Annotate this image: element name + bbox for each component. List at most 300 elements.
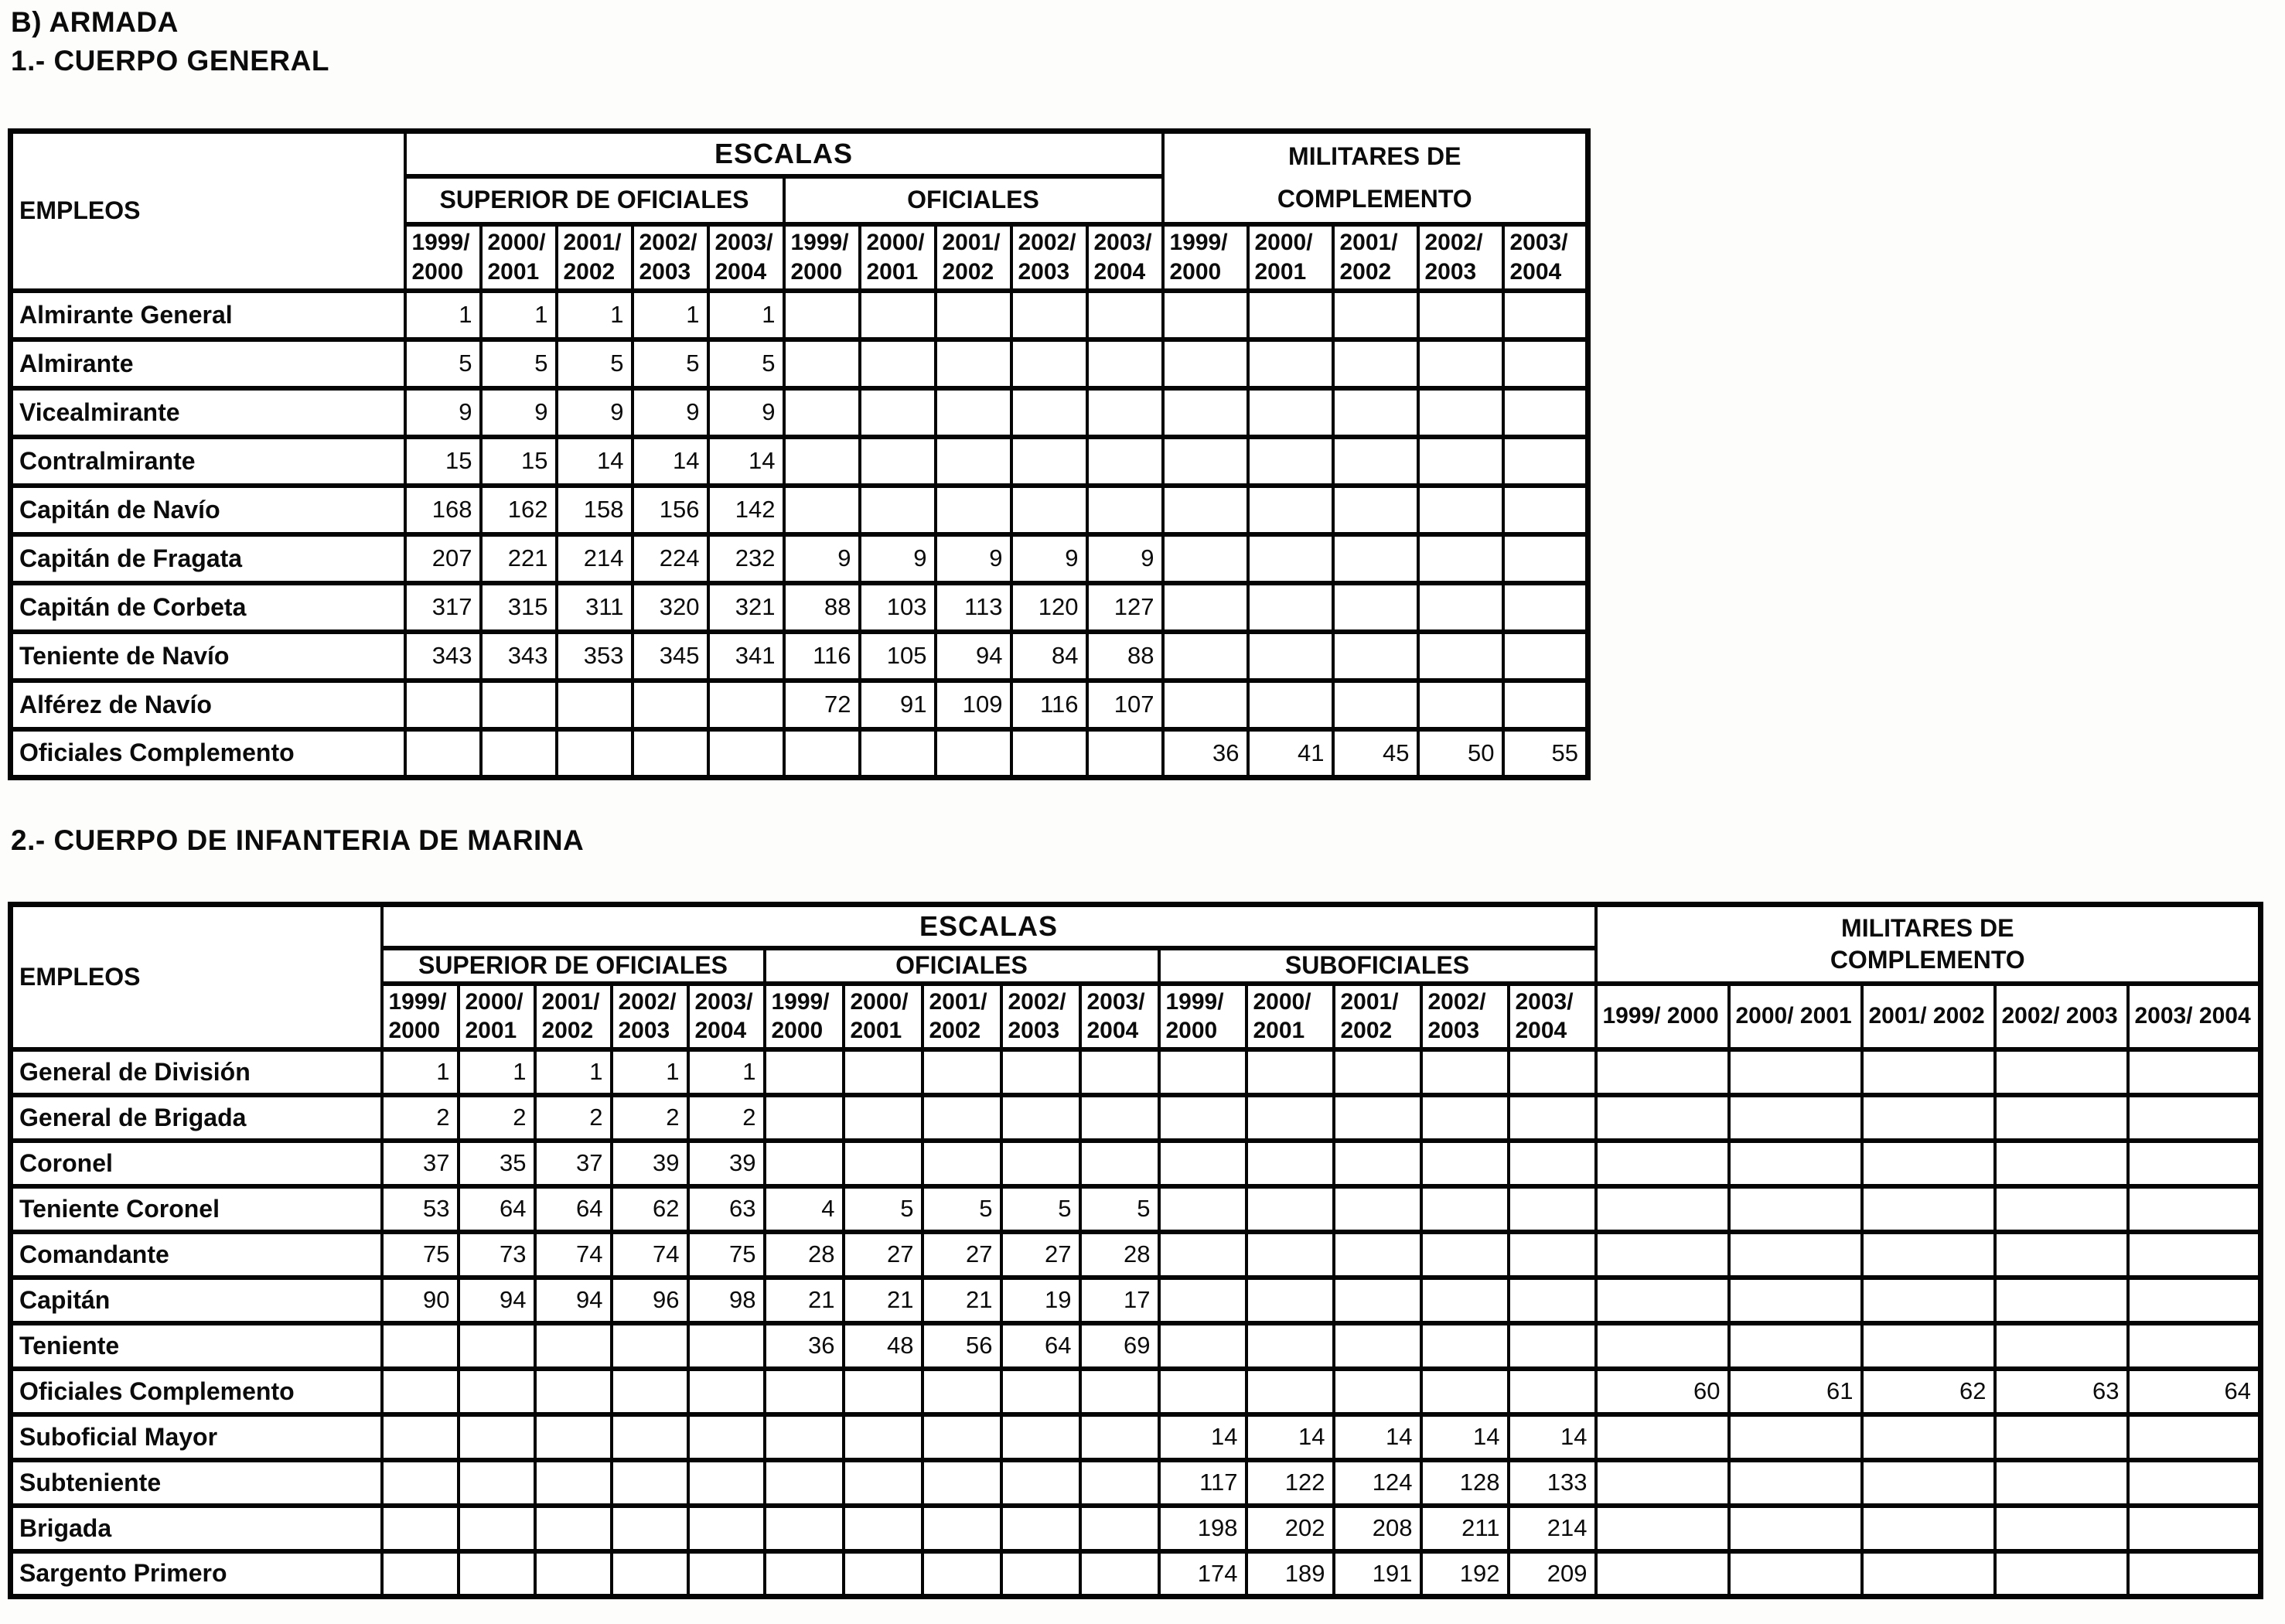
value-cell: 27 <box>1001 1232 1080 1278</box>
value-cell <box>1729 1551 1862 1597</box>
value-cell <box>860 486 936 534</box>
year-header-line: 1999/ 2000 <box>1602 1003 1719 1029</box>
value-cell <box>382 1506 459 1551</box>
value-cell: 9 <box>481 388 557 437</box>
value-cell <box>1418 339 1503 388</box>
value-cell <box>612 1369 688 1414</box>
value-cell: 9 <box>860 534 936 583</box>
value-cell: 1 <box>405 291 481 339</box>
value-cell <box>2128 1095 2261 1141</box>
year-header <box>1596 984 1729 1049</box>
year-header-line: 2002 <box>1339 258 1392 285</box>
table2-title: 2.- CUERPO DE INFANTERIA DE MARINA <box>11 824 585 856</box>
value-cell: 55 <box>1503 729 1588 778</box>
row-label: Capitán de Navío <box>11 486 405 534</box>
table-row <box>11 1095 2261 1141</box>
year-header-line: 1999/ <box>1165 988 1224 1015</box>
year-header-line: 2004 <box>1509 258 1562 285</box>
year-header-line: 2003 <box>618 1018 670 1043</box>
value-cell: 88 <box>784 583 860 632</box>
escalas-header: ESCALAS <box>382 905 1596 948</box>
table1-title: 1.- CUERPO GENERAL <box>11 45 329 77</box>
year-header-line: 2002/ 2003 <box>2001 1003 2118 1029</box>
value-cell <box>1334 1232 1421 1278</box>
value-cell <box>1011 388 1087 437</box>
year-header <box>1334 984 1421 1049</box>
value-cell <box>1334 1049 1421 1095</box>
value-cell: 9 <box>708 388 784 437</box>
value-cell <box>382 1369 459 1414</box>
table-row <box>11 486 1588 534</box>
value-cell <box>784 291 860 339</box>
value-cell: 63 <box>688 1186 765 1232</box>
year-header <box>1509 984 1596 1049</box>
row-label: Vicealmirante <box>11 388 405 437</box>
year-header <box>923 984 1001 1049</box>
value-cell <box>382 1460 459 1506</box>
year-header <box>1163 224 1248 291</box>
value-cell <box>1729 1141 1862 1186</box>
value-cell: 62 <box>612 1186 688 1232</box>
value-cell <box>1163 486 1248 534</box>
value-cell: 37 <box>535 1141 612 1186</box>
value-cell <box>1163 632 1248 681</box>
value-cell <box>1248 632 1333 681</box>
value-cell <box>2128 1232 2261 1278</box>
value-cell: 64 <box>2128 1369 2261 1414</box>
value-cell: 1 <box>481 291 557 339</box>
value-cell <box>1334 1186 1421 1232</box>
table-row <box>11 1186 2261 1232</box>
year-header-line: 2000/ <box>1254 230 1313 255</box>
table-row <box>11 632 1588 681</box>
value-cell <box>1995 1095 2128 1141</box>
value-cell <box>1995 1323 2128 1369</box>
value-cell: 28 <box>1080 1232 1159 1278</box>
value-cell <box>1729 1323 1862 1369</box>
value-cell <box>382 1323 459 1369</box>
year-header-line: 2001 <box>487 258 540 285</box>
value-cell <box>1596 1414 1729 1460</box>
year-header-line: 2001 <box>465 1018 517 1043</box>
value-cell: 317 <box>405 583 481 632</box>
value-cell: 19 <box>1001 1278 1080 1323</box>
value-cell <box>633 681 708 729</box>
table-row <box>11 1049 2261 1095</box>
value-cell <box>1509 1141 1596 1186</box>
year-header <box>633 224 708 291</box>
value-cell <box>1596 1141 1729 1186</box>
value-cell <box>1159 1232 1247 1278</box>
year-header <box>1862 984 1995 1049</box>
year-header <box>1503 224 1588 291</box>
value-cell <box>1247 1095 1334 1141</box>
value-cell: 14 <box>1334 1414 1421 1460</box>
value-cell <box>1080 1095 1159 1141</box>
value-cell: 94 <box>936 632 1011 681</box>
year-header <box>784 224 860 291</box>
value-cell <box>1862 1460 1995 1506</box>
year-header-line: 2002 <box>1340 1018 1393 1043</box>
table-row <box>11 339 1588 388</box>
value-cell <box>405 681 481 729</box>
value-cell <box>1087 339 1163 388</box>
value-cell <box>784 729 860 778</box>
subgroup-header-superior-de-oficiales: SUPERIOR DE OFICIALES <box>382 948 765 984</box>
table-row <box>11 1232 2261 1278</box>
value-cell <box>1087 486 1163 534</box>
value-cell <box>1001 1095 1080 1141</box>
row-label: Almirante <box>11 339 405 388</box>
value-cell: 37 <box>382 1141 459 1186</box>
year-header <box>1729 984 1862 1049</box>
value-cell <box>1509 1232 1596 1278</box>
value-cell <box>1596 1095 1729 1141</box>
subgroup-header-oficiales: OFICIALES <box>784 176 1163 224</box>
value-cell <box>1159 1141 1247 1186</box>
row-label: Subteniente <box>11 1460 382 1506</box>
table-row <box>11 1278 2261 1323</box>
value-cell <box>1596 1232 1729 1278</box>
value-cell <box>1862 1551 1995 1597</box>
year-header <box>1159 984 1247 1049</box>
value-cell: 56 <box>923 1323 1001 1369</box>
value-cell <box>784 339 860 388</box>
value-cell <box>1418 437 1503 486</box>
value-cell <box>923 1095 1001 1141</box>
value-cell <box>844 1095 923 1141</box>
year-header <box>1011 224 1087 291</box>
value-cell: 158 <box>557 486 633 534</box>
value-cell <box>688 1414 765 1460</box>
value-cell: 320 <box>633 583 708 632</box>
value-cell <box>765 1414 844 1460</box>
year-header-line: 2001 <box>866 258 919 285</box>
value-cell: 5 <box>633 339 708 388</box>
value-cell: 9 <box>405 388 481 437</box>
year-header-line: 1999/ <box>771 988 830 1015</box>
value-cell: 98 <box>688 1278 765 1323</box>
value-cell: 21 <box>844 1278 923 1323</box>
value-cell <box>1334 1323 1421 1369</box>
value-cell <box>923 1506 1001 1551</box>
value-cell <box>1729 1506 1862 1551</box>
year-header <box>612 984 688 1049</box>
value-cell: 64 <box>1001 1323 1080 1369</box>
table-row <box>11 1551 2261 1597</box>
value-cell <box>860 388 936 437</box>
value-cell <box>1333 632 1418 681</box>
value-cell <box>535 1551 612 1597</box>
value-cell <box>1080 1049 1159 1095</box>
row-label: Capitán de Corbeta <box>11 583 405 632</box>
value-cell <box>1596 1506 1729 1551</box>
value-cell <box>459 1369 535 1414</box>
value-cell <box>1995 1232 2128 1278</box>
value-cell: 14 <box>1509 1414 1596 1460</box>
value-cell <box>936 388 1011 437</box>
subgroup-header-oficiales: OFICIALES <box>765 948 1159 984</box>
row-label: Teniente <box>11 1323 382 1369</box>
year-header <box>382 984 459 1049</box>
value-cell <box>1159 1369 1247 1414</box>
value-cell <box>1247 1232 1334 1278</box>
year-header <box>936 224 1011 291</box>
value-cell: 5 <box>708 339 784 388</box>
value-cell <box>784 388 860 437</box>
value-cell: 214 <box>1509 1506 1596 1551</box>
value-cell: 90 <box>382 1278 459 1323</box>
value-cell: 341 <box>708 632 784 681</box>
value-cell <box>1862 1323 1995 1369</box>
row-label: Almirante General <box>11 291 405 339</box>
value-cell <box>1862 1414 1995 1460</box>
row-label: Comandante <box>11 1232 382 1278</box>
value-cell: 5 <box>844 1186 923 1232</box>
value-cell <box>1333 388 1418 437</box>
value-cell <box>784 437 860 486</box>
value-cell: 211 <box>1421 1506 1509 1551</box>
value-cell <box>1995 1414 2128 1460</box>
value-cell <box>535 1414 612 1460</box>
value-cell: 2 <box>612 1095 688 1141</box>
value-cell <box>1001 1141 1080 1186</box>
value-cell: 36 <box>765 1323 844 1369</box>
escalas-header: ESCALAS <box>405 131 1163 176</box>
value-cell: 69 <box>1080 1323 1159 1369</box>
value-cell: 1 <box>557 291 633 339</box>
value-cell <box>1421 1141 1509 1186</box>
year-header <box>688 984 765 1049</box>
value-cell: 63 <box>1995 1369 2128 1414</box>
value-cell <box>844 1369 923 1414</box>
value-cell: 21 <box>923 1278 1001 1323</box>
value-cell <box>1729 1186 1862 1232</box>
value-cell <box>860 437 936 486</box>
value-cell: 5 <box>1001 1186 1080 1232</box>
value-cell <box>1334 1141 1421 1186</box>
value-cell <box>1159 1278 1247 1323</box>
value-cell: 88 <box>1087 632 1163 681</box>
value-cell <box>1862 1278 1995 1323</box>
year-header-line: 2003 <box>1424 258 1477 285</box>
value-cell <box>1333 583 1418 632</box>
value-cell <box>844 1506 923 1551</box>
year-header-line: 2002 <box>541 1018 594 1043</box>
year-header-line: 2003/ <box>694 988 753 1015</box>
year-header-line: 2000/ <box>1253 988 1311 1015</box>
value-cell <box>936 339 1011 388</box>
value-cell <box>936 486 1011 534</box>
year-header-line: 2002/ <box>618 988 677 1015</box>
year-header <box>1247 984 1334 1049</box>
value-cell: 28 <box>765 1232 844 1278</box>
value-cell <box>481 729 557 778</box>
value-cell: 202 <box>1247 1506 1334 1551</box>
personnel-table-cuerpo-infanteria <box>8 902 2263 1599</box>
year-header-line: 2001/ <box>1339 230 1398 255</box>
value-cell <box>1163 437 1248 486</box>
value-cell <box>612 1551 688 1597</box>
value-cell <box>405 729 481 778</box>
value-cell: 64 <box>535 1186 612 1232</box>
value-cell <box>2128 1186 2261 1232</box>
value-cell: 116 <box>1011 681 1087 729</box>
value-cell <box>923 1460 1001 1506</box>
value-cell <box>2128 1323 2261 1369</box>
value-cell <box>1248 486 1333 534</box>
value-cell <box>708 681 784 729</box>
value-cell <box>1509 1278 1596 1323</box>
value-cell: 105 <box>860 632 936 681</box>
value-cell <box>1159 1323 1247 1369</box>
value-cell <box>844 1460 923 1506</box>
section-title: B) ARMADA <box>11 6 179 38</box>
value-cell <box>1080 1506 1159 1551</box>
value-cell: 1 <box>535 1049 612 1095</box>
value-cell <box>557 729 633 778</box>
value-cell <box>1248 437 1333 486</box>
value-cell <box>860 291 936 339</box>
value-cell <box>688 1551 765 1597</box>
value-cell: 14 <box>1159 1414 1247 1460</box>
value-cell <box>1163 339 1248 388</box>
value-cell: 2 <box>535 1095 612 1141</box>
value-cell <box>1596 1186 1729 1232</box>
value-cell <box>765 1460 844 1506</box>
value-cell <box>612 1460 688 1506</box>
value-cell: 91 <box>860 681 936 729</box>
value-cell <box>2128 1141 2261 1186</box>
value-cell <box>2128 1506 2261 1551</box>
year-header-line: 2003/ <box>714 230 773 255</box>
year-header <box>765 984 844 1049</box>
table-row <box>11 1141 2261 1186</box>
year-header-line: 2003 <box>1427 1018 1480 1043</box>
value-cell: 60 <box>1596 1369 1729 1414</box>
value-cell: 2 <box>688 1095 765 1141</box>
value-cell: 192 <box>1421 1551 1509 1597</box>
value-cell <box>1011 486 1087 534</box>
row-label: Teniente Coronel <box>11 1186 382 1232</box>
value-cell <box>1503 291 1588 339</box>
value-cell <box>2128 1460 2261 1506</box>
value-cell <box>1080 1141 1159 1186</box>
value-cell <box>459 1551 535 1597</box>
value-cell <box>1011 339 1087 388</box>
table-row <box>11 388 1588 437</box>
row-label: Brigada <box>11 1506 382 1551</box>
value-cell <box>1087 388 1163 437</box>
value-cell <box>612 1506 688 1551</box>
row-label: Alférez de Navío <box>11 681 405 729</box>
value-cell: 9 <box>1087 534 1163 583</box>
value-cell: 14 <box>557 437 633 486</box>
value-cell <box>1995 1551 2128 1597</box>
value-cell <box>1421 1186 1509 1232</box>
value-cell <box>1159 1049 1247 1095</box>
value-cell <box>1503 339 1588 388</box>
value-cell <box>1087 291 1163 339</box>
row-label: Coronel <box>11 1141 382 1186</box>
value-cell: 5 <box>557 339 633 388</box>
value-cell: 353 <box>557 632 633 681</box>
value-cell <box>1011 437 1087 486</box>
table-row <box>11 681 1588 729</box>
row-label: Capitán <box>11 1278 382 1323</box>
year-header-line: 1999/ <box>411 230 470 255</box>
value-cell: 75 <box>688 1232 765 1278</box>
value-cell <box>1596 1551 1729 1597</box>
value-cell <box>1248 681 1333 729</box>
year-header-line: 2000 <box>1169 258 1222 285</box>
value-cell <box>688 1506 765 1551</box>
year-header-line: 1999/ <box>388 988 447 1015</box>
value-cell <box>1080 1414 1159 1460</box>
value-cell: 224 <box>633 534 708 583</box>
year-header-line: 2000 <box>388 1018 441 1043</box>
value-cell <box>1421 1278 1509 1323</box>
value-cell: 1 <box>459 1049 535 1095</box>
value-cell <box>1418 632 1503 681</box>
value-cell <box>1163 583 1248 632</box>
value-cell <box>1248 339 1333 388</box>
value-cell <box>1248 388 1333 437</box>
value-cell <box>1333 437 1418 486</box>
militares-complemento-header-line: COMPLEMENTO <box>1277 184 1472 213</box>
year-header-line: 2001/ 2002 <box>1868 1003 1985 1029</box>
value-cell <box>1596 1278 1729 1323</box>
value-cell: 189 <box>1247 1551 1334 1597</box>
value-cell: 15 <box>481 437 557 486</box>
year-header <box>1333 224 1418 291</box>
value-cell: 122 <box>1247 1460 1334 1506</box>
value-cell: 61 <box>1729 1369 1862 1414</box>
year-header-line: 2003 <box>639 258 691 285</box>
year-header-line: 2004 <box>1093 258 1146 285</box>
value-cell: 191 <box>1334 1551 1421 1597</box>
year-header-line: 2000 <box>1165 1018 1218 1043</box>
value-cell <box>1509 1323 1596 1369</box>
year-header-line: 2000/ <box>850 988 909 1015</box>
value-cell <box>860 729 936 778</box>
value-cell <box>784 486 860 534</box>
row-label: Capitán de Fragata <box>11 534 405 583</box>
value-cell <box>1596 1460 1729 1506</box>
value-cell <box>1159 1095 1247 1141</box>
value-cell <box>936 729 1011 778</box>
value-cell <box>765 1551 844 1597</box>
value-cell: 75 <box>382 1232 459 1278</box>
value-cell <box>2128 1551 2261 1597</box>
year-header-line: 2000 <box>790 258 843 285</box>
value-cell: 74 <box>535 1232 612 1278</box>
value-cell <box>633 729 708 778</box>
value-cell: 124 <box>1334 1460 1421 1506</box>
value-cell <box>1418 291 1503 339</box>
value-cell <box>1080 1460 1159 1506</box>
value-cell <box>1418 486 1503 534</box>
value-cell: 4 <box>765 1186 844 1232</box>
subgroup-header-superior-de-oficiales: SUPERIOR DE OFICIALES <box>405 176 784 224</box>
value-cell <box>844 1551 923 1597</box>
value-cell <box>535 1369 612 1414</box>
value-cell <box>936 291 1011 339</box>
table-cuerpo-infanteria-container <box>8 902 2263 1599</box>
value-cell <box>459 1323 535 1369</box>
value-cell <box>557 681 633 729</box>
value-cell <box>1080 1369 1159 1414</box>
